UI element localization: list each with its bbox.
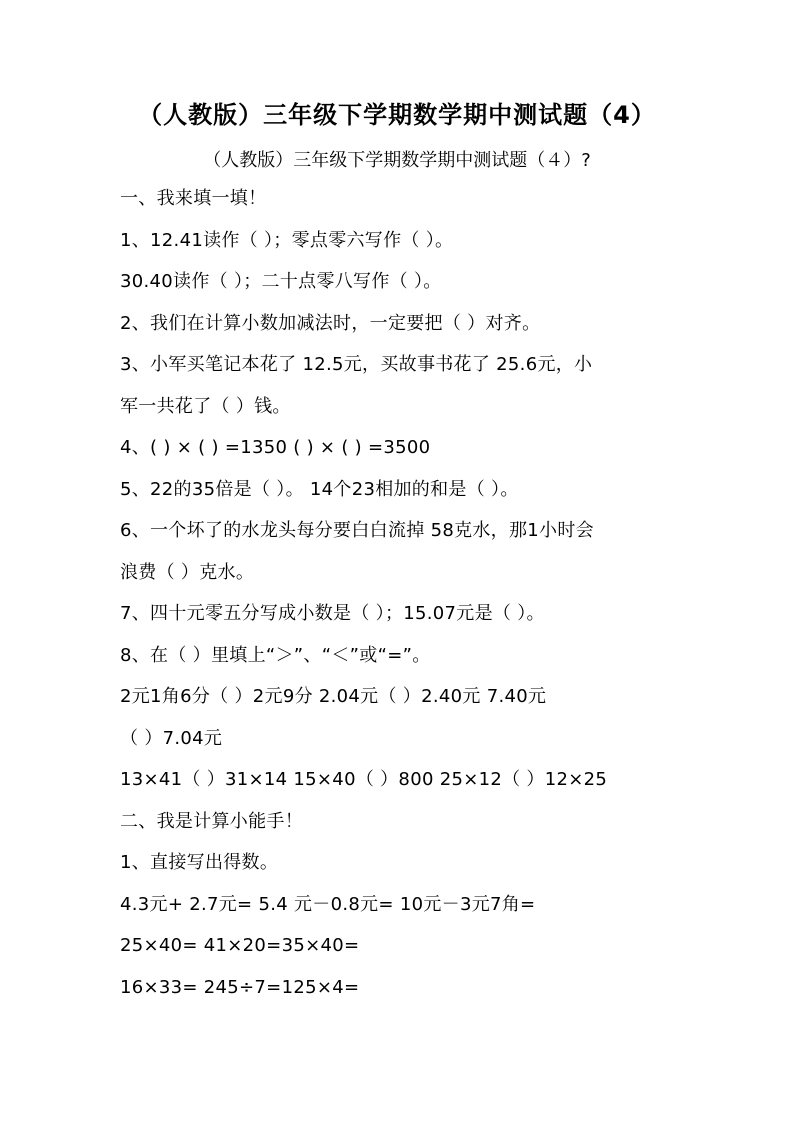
page-title: （人教版）三年级下学期数学期中测试题（4）: [138, 101, 656, 129]
question-line: 5、22的35倍是（ ）。 14个23相加的和是（ ）。: [120, 478, 519, 500]
question-line: 13×41（ ）31×14 15×40（ ）800 25×12（ ）12×25: [120, 769, 608, 790]
question-line: 军一共花了（ ）钱。: [120, 395, 291, 417]
question-line: 1、直接写出得数。: [120, 852, 279, 873]
section-heading-fill-in: 一、我来填一填！: [120, 188, 267, 209]
question-line: 1、12.41读作（ ）；零点零六写作（ ）。: [120, 229, 454, 251]
question-line: （ ）7.04元: [120, 727, 223, 749]
section-heading-calculation: 二、我是计算小能手！: [120, 810, 303, 832]
question-body: [120, 178, 680, 1008]
question-line: 25×40= 41×20=35×40=: [120, 935, 360, 956]
question-line: 30.40读作（ ）；二十点零八写作（ ）。: [120, 271, 442, 292]
question-line: 4、( ) × ( ) =1350 ( ) × ( ) =3500: [120, 437, 431, 458]
question-line: 6、一个坏了的水龙头每分要白白流掉 58克水，那1小时会: [120, 520, 594, 541]
question-line: 4.3元+ 2.7元= 5.4 元－0.8元= 10元－3元7角=: [120, 893, 536, 915]
question-line: 浪费（ ）克水。: [120, 561, 255, 583]
question-line: 7、四十元零五分写成小数是（ ）；15.07元是（ ）。: [120, 603, 545, 624]
question-line: 2元1角6分（ ）2元9分 2.04元（ ）2.40元 7.40元: [120, 686, 547, 707]
question-line: 8、在（ ）里填上“＞”、“＜”或“=”。: [120, 644, 431, 666]
question-line: 16×33= 245÷7=125×4=: [120, 976, 360, 998]
page-subtitle: （人教版）三年级下学期数学期中测试题（４）?: [203, 150, 591, 171]
question-line: 3、小军买笔记本花了 12.5元，买故事书花了 25.6元，小: [120, 354, 593, 375]
question-line: 2、我们在计算小数加减法时，一定要把（ ）对齐。: [120, 312, 541, 334]
